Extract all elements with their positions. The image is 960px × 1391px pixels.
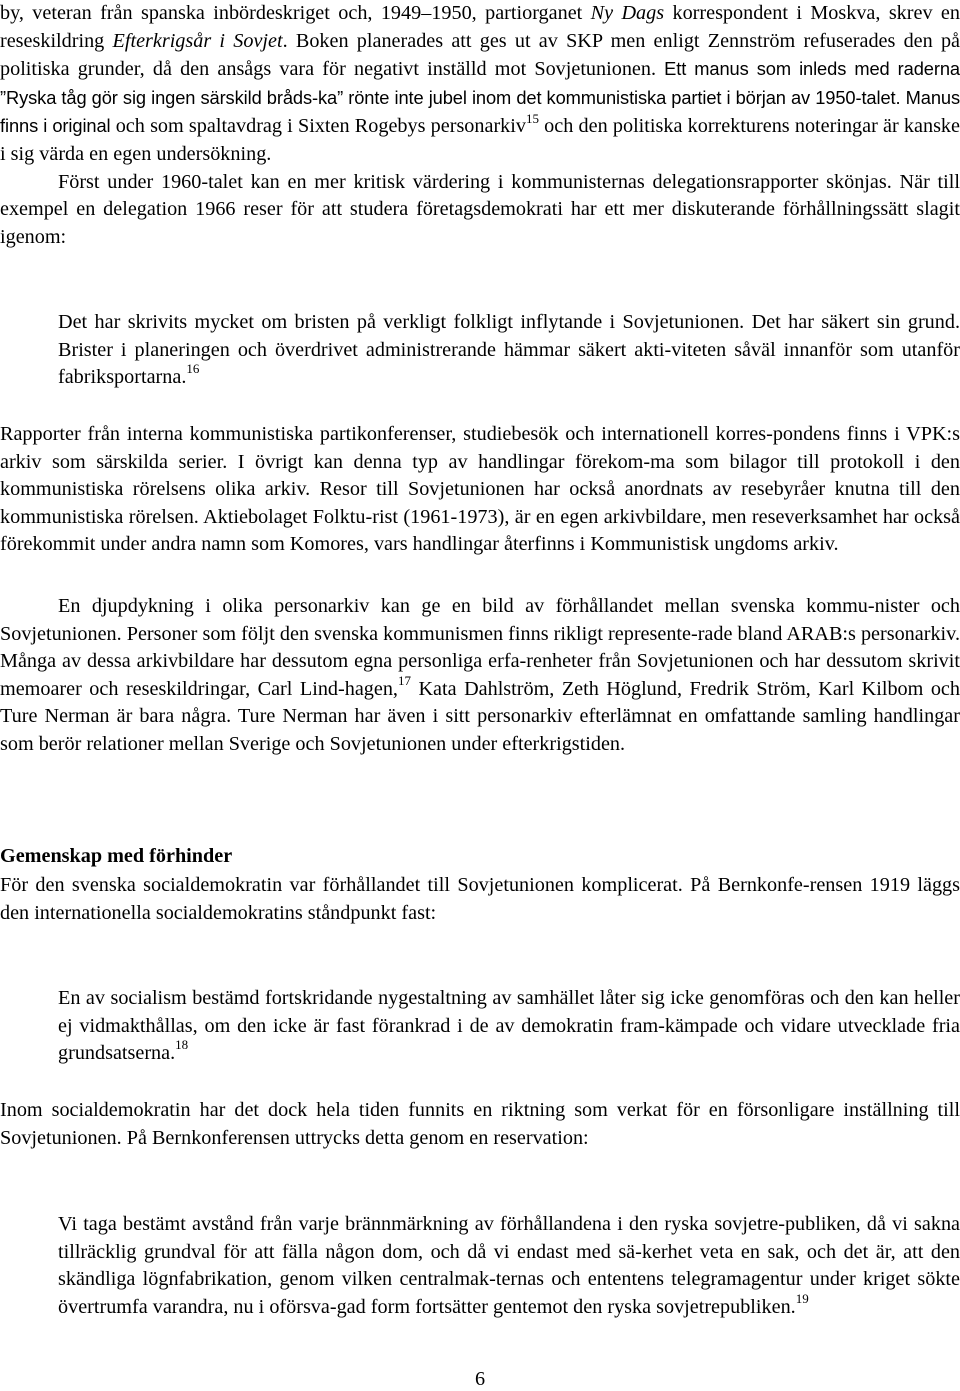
paragraph-text: och som spaltavdrag i Sixten Rogebys personarkiv	[110, 115, 526, 138]
quote-text: En av socialism bestämd fortskridande nygestaltning av samhället låter sig icke genomföras och den kan heller ej vidmakthållas, om den icke är fast förankrad i de av demokratin fram-kämpade och vidare utvecklade fria grundsatserna.	[58, 987, 960, 1065]
footnote-ref[interactable]: 15	[525, 110, 539, 126]
paragraph-continued	[0, 0, 960, 251]
paragraph-text: När till exempel en delegation 1966 reser för att studera företagsdemokrati har ett mer diskuterande förhållningssätt slagit igenom:	[0, 170, 960, 248]
paragraph-text: by, veteran från spanska inbördeskriget och, 1949–1950, partiorganet	[0, 2, 591, 24]
page-number: 6	[474, 1368, 486, 1390]
block-quote	[58, 985, 960, 1068]
paragraph: Rapporter från interna kommunistiska partikonferenser, studiebesök och internationell korres-pondens finns i VPK:s arkiv som särskilda serier. I övrigt kan denna typ av handlingar förekom-ma som bilagor till protokoll i den kommunistiska rörelsens olika arkiv. Resor till Sovjetunionen har också anordnats av resebyråer knutna till den kommunistiska rörelsen. Aktiebolaget Folktu-rist (1961-1973), är en egen arkivbildare, men reseverksamhet har också förekommit under andra namn som Komores, vars handlingar återfinns i Kommunistisk ungdoms arkiv.	[0, 423, 960, 556]
publication-title-ny-dag: Ny Dags	[590, 2, 665, 24]
paragraph-text: . Boken planerades att ges ut av SKP men enligt Zennström refuserades den på politiska grunder, då den ansågs vara för negativt inställd mot Sovjetunionen.	[0, 29, 960, 81]
footnote-ref[interactable]: 16	[186, 361, 200, 377]
quote-text: Vi taga bestämt avstånd från varje brännmärkning av förhållandena i den ryska sovjetre-publiken, då vi sakna tillräcklig grundval för att fälla någon dom, och då vi endast med sä-kerhet veta en sak, och det är, att den skändliga lögnfabrikation, genom vilken centralmak-ternas och ententens telegramagentur under kriget sökte övertrumfa varandra, nu i oförsva-gad form fortsätter gentemot den ryska sovjetrepubliken.	[58, 1213, 960, 1318]
paragraph: Inom socialdemokratin har det dock hela tiden funnits en riktning som verkat för en försonligare inställning till Sovjetunionen. På Bernkonferensen uttrycks detta genom en reservation:	[0, 1099, 960, 1149]
paragraph-text: Ett manus som inleds med raderna ”Ryska tåg gör sig ingen särskild bråds-ka” rönte inte jubel inom det kommunistiska partiet i början av 1950-talet. Manus finns i original	[0, 58, 960, 137]
footnote-ref[interactable]: 18	[175, 1037, 189, 1053]
paragraph-text: En djupdykning i olika personarkiv kan ge en bild av förhållandet mellan svenska kommu-nister och Sovjetunionen. Personer som följt den svenska kommunismen finns rikligt represente-rade bland ARAB:s personarkiv. Många av dessa arkivbildare har dessutom egna personliga erfa-renheter från Sovjetunionen och har dessutom skrivit memoarer och reseskildringar, Carl Lind-hagen,	[0, 595, 960, 700]
block-quote	[58, 309, 960, 392]
paragraph-text: Först under 1960-talet kan en mer kritisk värdering i kommunisternas delegationsrapporter skönjas.	[58, 170, 892, 193]
paragraph-text: Kata Dahlström, Zeth Höglund, Fredrik Ström, Karl Kilbom och Ture Nerman är bara några. Ture Nerman har även i sitt personarkiv efterlämnat en omfattande samling handlingar som berör relationer mellan Sverige och Sovjetunionen under efterkrigstiden.	[0, 677, 960, 755]
section-heading: Gemenskap med förhinder	[0, 845, 233, 867]
book-title: Efterkrigsår i Sovjet	[112, 29, 283, 52]
block-quote	[58, 1211, 960, 1321]
paragraph: För den svenska socialdemokratin var förhållandet till Sovjetunionen komplicerat. På Bernkonfe-rensen 1919 läggs den internationella socialdemokratins ståndpunkt fast:	[0, 874, 960, 924]
footnote-ref[interactable]: 19	[795, 1291, 809, 1307]
paragraph-text: och den politiska korrekturens noteringar är kanske i sig värda en egen undersökning.	[0, 115, 960, 165]
paragraph	[0, 593, 960, 759]
footnote-ref[interactable]: 17	[397, 673, 411, 689]
paragraph-text: korrespondent i Moskva, skrev en reseskildring	[0, 2, 960, 52]
quote-text: Det har skrivits mycket om bristen på verkligt folkligt inflytande i Sovjetunionen. Det har säkert sin grund. Brister i planeringen och överdrivet administrerande hämmar säkert akti-viteten såväl innanför som utanför fabriksportarna.	[58, 311, 960, 389]
